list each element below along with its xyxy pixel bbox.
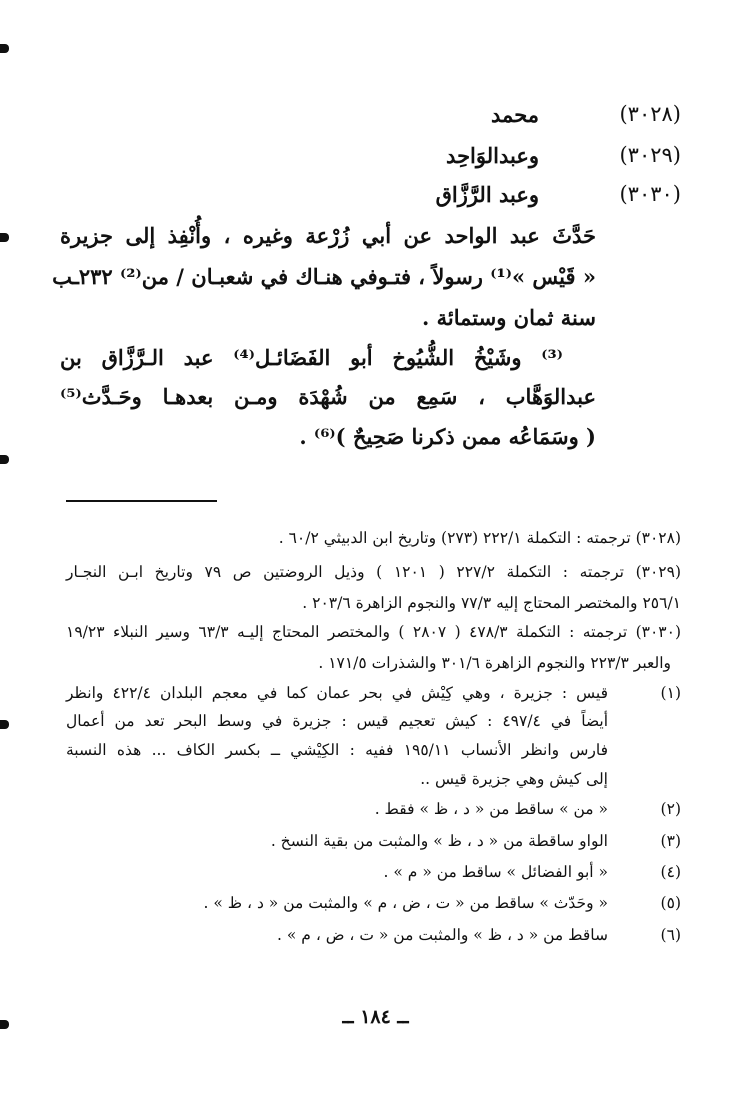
footnote-text: إلى كيش وهي جزيرة قيس ..: [420, 770, 608, 788]
footnote-number: (٣): [660, 832, 681, 850]
footnote-text: « من » ساقط من « د ، ظ » فقط .: [374, 800, 608, 818]
body-line: ( وسَمَاعُه ممن ذكرنا صَحِيحٌ )⁽⁶⁾ .: [299, 424, 596, 449]
footnote-text: الواو ساقطة من « د ، ظ » والمثبت من بقية النسخ .: [270, 832, 608, 850]
footnote-sources: والعبر ٢٢٣/٣ والنجوم الزاهرة ٣٠١/٦ والشذرات ١٧١/٥ .: [318, 654, 671, 672]
margin-mark: [0, 44, 9, 53]
entry-number: (٣٠٢٨): [619, 102, 681, 126]
footnote-sources: (٣٠٣٠) ترجمته : التكملة ٤٧٨/٣ ( ٢٨٠٧ ) والمختصر المحتاج إليـه ٦٣/٣ وسير النبلاء ١٩/٢٣: [66, 623, 682, 641]
footnote-number: (٤): [660, 863, 681, 881]
entry-name: محمد: [491, 102, 539, 127]
footnote-text: « وحَدّث » ساقط من « ت ، ض ، م » والمثبت من « د ، ظ » .: [203, 894, 608, 912]
body-line: ⁽³⁾ وشَيْخُ الشُّيُوخ أبو الفَضَائـل⁽⁴⁾ عبد الـرَّزَّاق بن: [60, 345, 563, 370]
footnote-number: (٦): [660, 926, 681, 944]
footnote-text: أيضاً في ٤٩٧/٤ : كيش تعجيم قيس : جزيرة في وسط البحر تعد من أعمال: [66, 712, 609, 730]
entry-number: (٣٠٢٩): [619, 143, 681, 167]
footnote-separator: [66, 500, 217, 502]
footnote-text: ساقط من « د ، ظ » والمثبت من « ت ، ض ، م » .: [277, 926, 608, 944]
margin-mark: [0, 233, 9, 242]
page-number: ــ ١٨٤ ــ: [342, 1006, 409, 1028]
body-line: « قَيْس »⁽¹⁾ رسولاً ، فتـوفي هنـاك في شعبـان / من⁽²⁾ ٢٣٢ـب: [52, 264, 596, 289]
footnote-text: « أبو الفضائل » ساقط من « م » .: [383, 863, 608, 881]
footnote-sources: (٣٠٢٩) ترجمته : التكملة ٢٢٧/٢ ( ١٢٠١ ) وذيل الروضتين ص ٧٩ وتاريخ ابـن النجـار: [66, 563, 682, 581]
body-line: حَدَّثَ عبد الواحد عن أبي زُرْعة وغيره ، وأُنْفِذ إلى جزيرة: [60, 223, 596, 248]
footnote-sources: ٢٥٦/١ والمختصر المحتاج إليه ٧٧/٣ والنجوم الزاهرة ٢٠٣/٦ .: [302, 594, 681, 612]
margin-mark: [0, 455, 9, 464]
body-line: عبدالوَهَّاب ، سَمِع من شُهْدَة ومـن بعدهـا وحَـدَّث⁽⁵⁾: [60, 384, 596, 409]
footnote-number: (١): [660, 684, 681, 702]
margin-mark: [0, 720, 9, 729]
entry-name: وعبدالوَاحِد: [446, 143, 539, 168]
footnote-number: (٢): [660, 800, 681, 818]
body-line: سنة ثمان وستمائة .: [422, 305, 596, 330]
footnote-text: قيس : جزيرة ، وهي كِيْش في بحر عمان كما في معجم البلدان ٤٢٢/٤ وانظر: [66, 684, 608, 702]
footnote-sources: (٣٠٢٨) ترجمته : التكملة ٢٢٢/١ (٢٧٣) وتاريخ ابن الدبيثي ٦٠/٢ .: [278, 529, 681, 547]
footnote-number: (٥): [660, 894, 681, 912]
entry-number: (٣٠٣٠): [619, 182, 681, 206]
entry-name: وعبد الرَّزَّاق: [435, 182, 539, 207]
footnote-text: فارس وانظر الأنساب ١٩٥/١١ ففيه : الكِيْشي ــ بكسر الكاف ... هذه النسبة: [66, 741, 609, 759]
